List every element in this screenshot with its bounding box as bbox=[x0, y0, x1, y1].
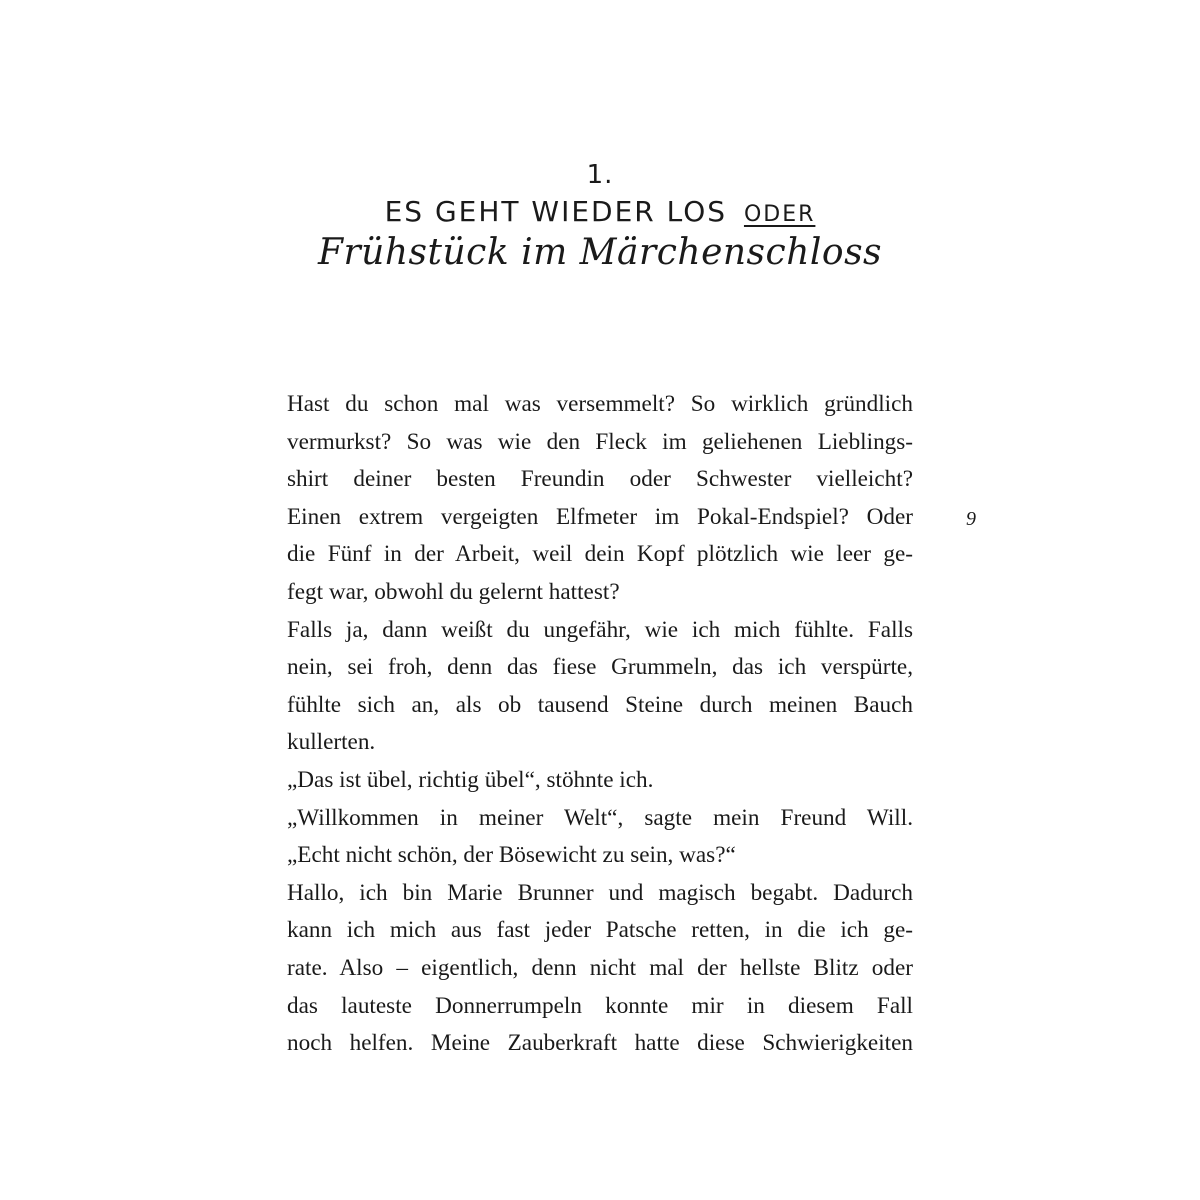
body-line: rate. Also – eigentlich, denn nicht mal der hellste Blitz oder bbox=[287, 954, 913, 981]
body-line: Einen extrem vergeigten Elfmeter im Pokal-Endspiel? Oder bbox=[287, 503, 913, 530]
body-line: shirt deiner besten Freundin oder Schwester vielleicht? bbox=[287, 466, 913, 493]
body-line: Hast du schon mal was versemmelt? So wirklich gründlich bbox=[287, 391, 913, 417]
body-line: fegt war, obwohl du gelernt hattest? bbox=[287, 578, 620, 605]
body-line: vermurkst? So was wie den Fleck im geliehenen Lieblings- bbox=[287, 428, 913, 455]
body-line: „Das ist übel, richtig übel“, stöhnte ich. bbox=[287, 766, 654, 793]
body-line: „Willkommen in meiner Welt“, sagte mein Freund Will. bbox=[287, 804, 913, 831]
body-line: kullerten. bbox=[287, 729, 376, 756]
body-text bbox=[287, 386, 913, 1063]
chapter-title-line1 bbox=[0, 195, 1200, 228]
body-line: das lauteste Donnerrumpeln konnte mir in diesem Fall bbox=[287, 992, 913, 1019]
body-line: Falls ja, dann weißt du ungefähr, wie ich mich fühlte. Falls bbox=[287, 616, 913, 643]
body-line: „Echt nicht schön, der Bösewicht zu sein, was?“ bbox=[287, 842, 736, 869]
body-line: noch helfen. Meine Zauberkraft hatte diese Schwierigkeiten bbox=[287, 1030, 913, 1057]
chapter-title-connector: ODER bbox=[743, 202, 816, 227]
chapter-number: 1. bbox=[586, 160, 614, 190]
page-number: 9 bbox=[966, 508, 976, 530]
body-line: nein, sei froh, denn das fiese Grummeln, das ich verspürte, bbox=[287, 654, 913, 681]
chapter-title-line2: Frühstück im Märchenschloss bbox=[317, 232, 883, 273]
body-line: die Fünf in der Arbeit, weil dein Kopf plötzlich wie leer ge- bbox=[287, 541, 913, 568]
body-line: fühlte sich an, als ob tausend Steine durch meinen Bauch bbox=[287, 691, 913, 718]
body-line: kann ich mich aus fast jeder Patsche retten, in die ich ge- bbox=[287, 917, 913, 944]
chapter-title-main: ES GEHT WIEDER LOS bbox=[384, 195, 728, 228]
body-line: Hallo, ich bin Marie Brunner und magisch begabt. Dadurch bbox=[287, 879, 913, 906]
